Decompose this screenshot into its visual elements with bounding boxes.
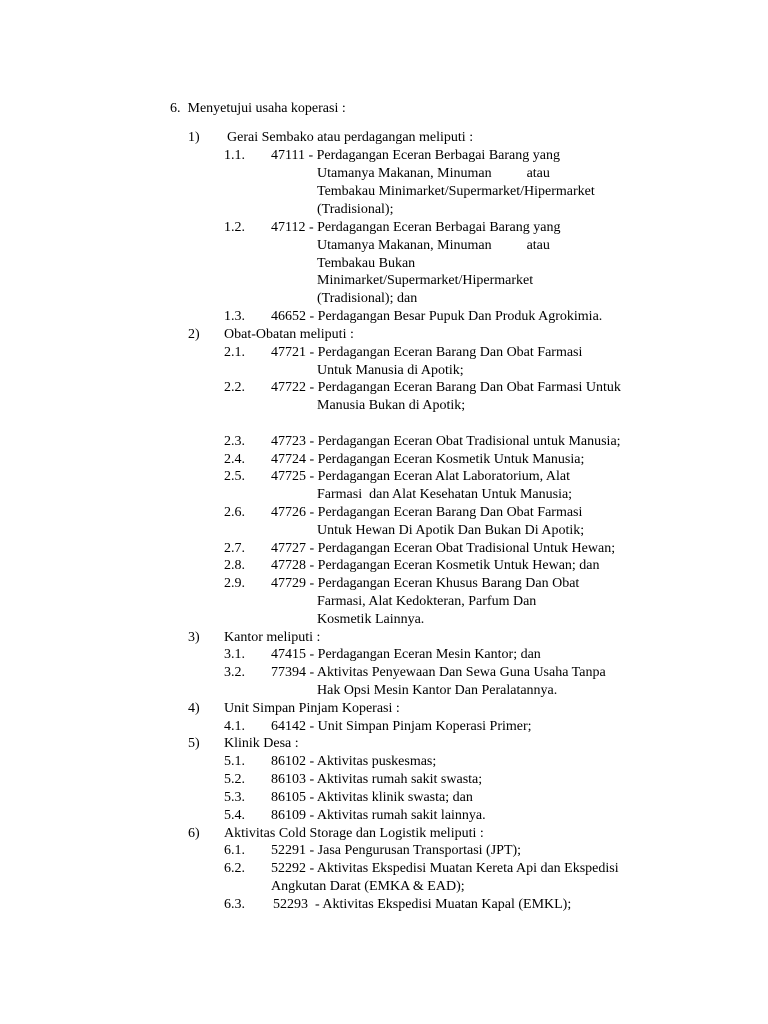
item-text: 64142 - Unit Simpan Pinjam Koperasi Primer; (271, 719, 532, 734)
item-text: 52293 - Aktivitas Ekspedisi Muatan Kapal (EMKL); (273, 897, 572, 912)
section-number: 4) (188, 701, 200, 716)
section-number: 2) (188, 327, 200, 342)
item-text: 47726 - Perdagangan Eceran Barang Dan Obat Farmasi (271, 505, 583, 520)
item-continuation: Manusia Bukan di Apotik; (317, 398, 466, 413)
item-number: 2.8. (224, 558, 245, 573)
item-number: 5.3. (224, 790, 245, 805)
item-number: 2.6. (224, 505, 245, 520)
item-text: 52292 - Aktivitas Ekspedisi Muatan Kereta Api dan Ekspedisi (271, 861, 619, 876)
section-title: Aktivitas Cold Storage dan Logistik meliputi : (224, 826, 484, 841)
item-text: 46652 - Perdagangan Besar Pupuk Dan Produk Agrokimia. (271, 309, 603, 324)
item-continuation: Tembakau Bukan (317, 256, 416, 271)
item-number: 2.3. (224, 434, 245, 449)
item-continuation: Kosmetik Lainnya. (317, 612, 425, 627)
item-continuation: Angkutan Darat (EMKA & EAD); (271, 879, 465, 894)
item-number: 5.4. (224, 808, 245, 823)
item-text: 86105 - Aktivitas klinik swasta; dan (271, 790, 473, 805)
item-continuation: Utamanya Makanan, Minuman atau (317, 166, 550, 181)
section-title: Gerai Sembako atau perdagangan meliputi : (227, 130, 474, 145)
item-continuation: Utamanya Makanan, Minuman atau (317, 238, 550, 253)
section-title: Unit Simpan Pinjam Koperasi : (224, 701, 400, 716)
item-text: 86103 - Aktivitas rumah sakit swasta; (271, 772, 483, 787)
item-text: 47725 - Perdagangan Eceran Alat Laboratorium, Alat (271, 469, 570, 484)
item-text: 47111 - Perdagangan Eceran Berbagai Barang yang (271, 148, 560, 163)
item-text: 47723 - Perdagangan Eceran Obat Tradisional untuk Manusia; (271, 434, 621, 449)
item-text: 86102 - Aktivitas puskesmas; (271, 754, 437, 769)
item-text: 52291 - Jasa Pengurusan Transportasi (JPT); (271, 843, 522, 858)
item-number: 1.2. (224, 220, 245, 235)
item-text: 47415 - Perdagangan Eceran Mesin Kantor; dan (271, 647, 541, 662)
item-number: 5.1. (224, 754, 245, 769)
item-continuation: Untuk Manusia di Apotik; (317, 363, 464, 378)
item-number: 1.1. (224, 148, 245, 163)
item-number: 2.7. (224, 541, 245, 556)
item-text: 47728 - Perdagangan Eceran Kosmetik Untuk Hewan; dan (271, 558, 600, 573)
item-number: 6.1. (224, 843, 245, 858)
section-heading: 6. Menyetujui usaha koperasi : (170, 101, 346, 116)
item-number: 2.1. (224, 345, 245, 360)
item-number: 3.2. (224, 665, 245, 680)
item-number: 2.9. (224, 576, 245, 591)
item-number: 6.3. (224, 897, 245, 912)
section-title: Obat-Obatan meliputi : (224, 327, 354, 342)
item-continuation: Minimarket/Supermarket/Hipermarket (317, 273, 534, 288)
item-text: 47727 - Perdagangan Eceran Obat Tradisional Untuk Hewan; (271, 541, 616, 556)
item-continuation: Untuk Hewan Di Apotik Dan Bukan Di Apotik; (317, 523, 585, 538)
section-number: 1) (188, 130, 200, 145)
item-text: 47724 - Perdagangan Eceran Kosmetik Untuk Manusia; (271, 452, 585, 467)
item-continuation: (Tradisional); dan (317, 291, 418, 306)
item-number: 2.5. (224, 469, 245, 484)
item-continuation: Tembakau Minimarket/Supermarket/Hipermarket (317, 184, 595, 199)
item-continuation: Farmasi dan Alat Kesehatan Untuk Manusia; (317, 487, 573, 502)
item-number: 5.2. (224, 772, 245, 787)
section-number: 3) (188, 630, 200, 645)
item-text: 47729 - Perdagangan Eceran Khusus Barang Dan Obat (271, 576, 580, 591)
section-number: 6) (188, 826, 200, 841)
section-title: Kantor meliputi : (224, 630, 321, 645)
item-number: 1.3. (224, 309, 245, 324)
item-text: 86109 - Aktivitas rumah sakit lainnya. (271, 808, 486, 823)
item-continuation: Hak Opsi Mesin Kantor Dan Peralatannya. (317, 683, 558, 698)
item-number: 2.4. (224, 452, 245, 467)
item-number: 2.2. (224, 380, 245, 395)
item-continuation: (Tradisional); (317, 202, 394, 217)
item-text: 47722 - Perdagangan Eceran Barang Dan Obat Farmasi Untuk (271, 380, 621, 395)
item-continuation: Farmasi, Alat Kedokteran, Parfum Dan (317, 594, 537, 609)
section-title: Klinik Desa : (224, 736, 299, 751)
item-number: 3.1. (224, 647, 245, 662)
item-number: 6.2. (224, 861, 245, 876)
item-number: 4.1. (224, 719, 245, 734)
item-text: 47112 - Perdagangan Eceran Berbagai Barang yang (271, 220, 561, 235)
item-text: 77394 - Aktivitas Penyewaan Dan Sewa Guna Usaha Tanpa (271, 665, 606, 680)
section-number: 5) (188, 736, 200, 751)
item-text: 47721 - Perdagangan Eceran Barang Dan Obat Farmasi (271, 345, 583, 360)
